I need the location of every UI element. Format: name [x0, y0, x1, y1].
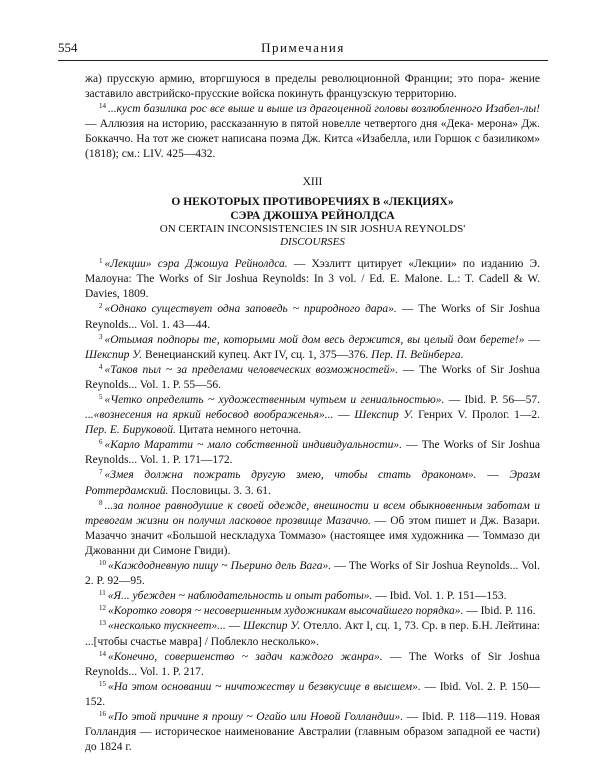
note-3: $^3$ «Отымая подпоры те, которыми мой дом весь держится, вы целый дом берете!» — Шекспир У. Венецианский купец. Акт IV, сц. 1, 375—376. Пер. П. Вейнберга.: [85, 332, 541, 361]
running-head: Примечания: [261, 40, 345, 55]
page-number: 554: [58, 40, 78, 55]
note-12: $^{12}$ «Коротко говоря ~ несовершенным художникам высочайшего порядка». — Ibid. P. 116.: [99, 604, 536, 618]
section-heading: [85, 175, 540, 250]
section-title-en-1: ON CERTAIN INCONSISTENCIES IN SIR JOSHUA REYNOLDS': [159, 222, 466, 235]
note-16: $^{16}$ «По этой причине я прошу ~ Огайо или Новой Голландии». — Ibid. P. 118—119. Новая Голландия — историческое наименование Австралии (главным образом западной ее части) до 1824 г.: [85, 709, 540, 754]
note-15: $^{15}$ «На этом основании ~ ничтожеству и безвкусице в высшем». — Ibid. Vol. 2. P. 150—152.: [85, 679, 540, 708]
page-body: [85, 72, 540, 755]
note-2: $^2$ «Однако существует одна заповедь ~ природного дара». — The Works of Sir Joshua Reynolds... Vol. 1. 43—44.: [85, 302, 541, 331]
section-title-ru-2: СЭРА ДЖОШУА РЕЙНОЛДСА: [230, 209, 395, 222]
note-11: $^{11}$ «Я... убежден ~ наблюдательность и опыт работы». — Ibid. Vol. 1. P. 151—153.: [99, 589, 507, 603]
section-title-en-2: DISCOURSES: [280, 236, 345, 249]
note-4: $^4$ «Таков пыл ~ за пределами человеческих возможностей». — The Works of Sir Joshua Reynolds... Vol. 1. P. 55—56.: [85, 362, 540, 391]
note-6: $^6$ «Карло Маратти ~ мало собственной индивидуальности». — The Works of Sir Joshua Reynolds... Vol. 1. P. 171—172.: [85, 438, 540, 467]
note-14: $^{14}$ «Конечно, совершенство ~ задач каждого жанра». — The Works of Sir Joshua Reynolds... Vol. 1. P. 217.: [85, 649, 540, 678]
section-title-ru-1: О НЕКОТОРЫХ ПРОТИВОРЕЧИЯХ В «ЛЕКЦИЯХ»: [171, 195, 454, 208]
note-10: $^{10}$ «Каждодневную пищу ~ Пьерино дель Вага». — The Works of Sir Joshua Reynolds... Vol. 2. P. 92—95.: [85, 559, 540, 588]
continued-text: жа) прусскую армию, вторгшуюся в пределы революционной Франции; это пора- жение заставило австрийско-прусские войска покинуть французскую территорию.: [85, 73, 540, 101]
section-number: XIII: [302, 175, 323, 188]
note-14-previous: $^{14}$ ...куст базилика рос все выше и выше из драгоценной головы возлюбленного Изабел-лы! — Аллюзия на историю, рассказанную в пятой новелле четвертого дня «Дека- мерона» Дж. Боккаччо. На тот же сюжет написана поэма Дж. Китса «Изабелла, или Горшок с базиликом» (1818); см.: LIV. 425—432.: [85, 102, 541, 161]
page-header: [58, 40, 548, 61]
note-5: $^5$ «Четко определить ~ художественным чутьем и гениальностью». — Ibid. P. 56—57. ...«вознесения на яркий небосвод воображенья»... — Шекспир У. Генрих V. Пролог. 1—2. Пер. Е. Бируковой. Цитата немного неточна.: [85, 393, 540, 437]
note-13: $^{13}$ «несколько тускнеет»... — Шекспир У. Отелло. Акт I, сц. 1, 73. Ср. в пер. Б.Н. Лейтина: ...[чтобы счастье мавра] / Поблекло несколько».: [85, 619, 541, 648]
note-8: $^8$ ...за полное равнодушие к своей одежде, внешности и всем обыкновенным заботам и тревогам жизни он получил ласковое прозвище Мазаччо. — Об этом пишет и Дж. Вазари. Мазаччо значит «Большой нескладуха Томмазо» (настоящее имя художника — Томмазо ди Джованни ди Симоне Гвиди).: [85, 498, 540, 557]
note-7: $^7$ «Змея должна пожрать другую змею, чтобы стать драконом». — Эразм Роттердамский. Пословицы. 3. 3. 61.: [85, 468, 541, 497]
note-1: $^1$ «Лекции» сэра Джошуа Рейнолдса. — Хэзлитт цитирует «Лекции» по изданию Э. Малоуна: The Works of Sir Joshua Reynolds: In 3 vol. / Ed. E. Malone. L.: T. Cadell & W. Davies, 1809.: [85, 257, 540, 301]
